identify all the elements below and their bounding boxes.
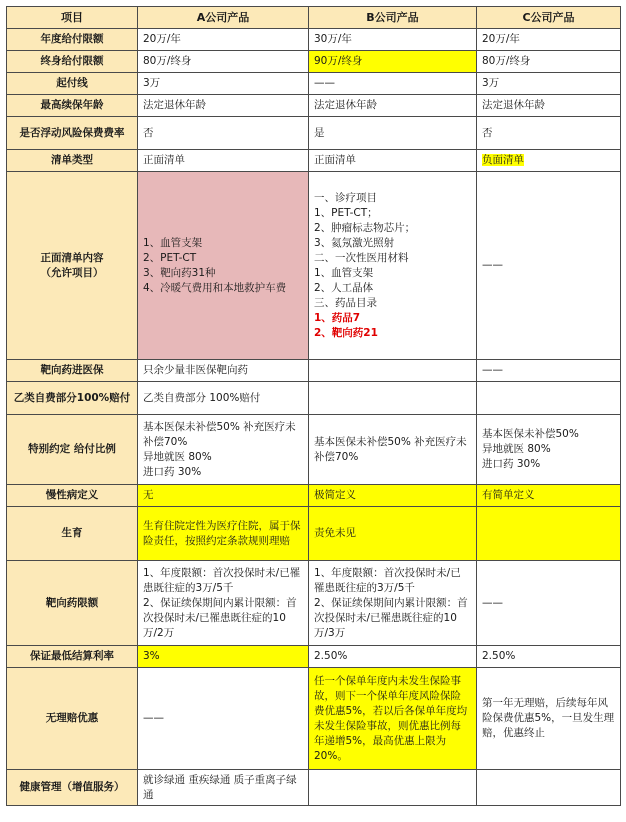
row-floating-premium (7, 117, 621, 150)
label-class-b-self-pay: 乙类自费部分100%赔付 (7, 382, 138, 415)
c-floating-premium: 否 (477, 117, 621, 150)
row-min-rate (7, 646, 621, 668)
b-positive-list-line: 3、氦氖激光照射 (314, 236, 395, 249)
label-no-claim: 无理赔优惠 (7, 668, 138, 770)
c-lifetime-limit: 80万/终身 (477, 51, 621, 73)
c-special-ratio (477, 415, 621, 485)
a-chronic-definition: 无 (138, 485, 309, 507)
c-min-rate: 2.50% (477, 646, 621, 668)
b-health-mgmt (309, 770, 477, 806)
label-list-type: 清单类型 (7, 150, 138, 172)
c-list-type (477, 150, 621, 172)
label-chronic-definition: 慢性病定义 (7, 485, 138, 507)
a-target-drug-limit-line: 2、保证续保期间内累计限额：首次投保时未/已罹患既往症的10万/2万 (143, 596, 297, 639)
b-positive-list-line: 二、一次性医用材料 (314, 251, 409, 264)
a-special-ratio-line: 进口药 30% (143, 465, 202, 478)
a-special-ratio-line: 异地就医 80% (143, 450, 212, 463)
label-max-renew-age: 最高续保年龄 (7, 95, 138, 117)
a-max-renew-age: 法定退休年龄 (138, 95, 309, 117)
b-target-drug-limit-line: 1、年度限额：首次投保时未/已罹患既往症的3万/5千 (314, 566, 461, 594)
b-positive-list-red-line: 1、药品7 (314, 311, 361, 324)
b-target-drug-limit (309, 561, 477, 646)
b-annual-limit: 30万/年 (309, 29, 477, 51)
c-class-b-self-pay (477, 382, 621, 415)
a-class-b-self-pay: 乙类自费部分 100%赔付 (138, 382, 309, 415)
row-chronic-definition (7, 485, 621, 507)
label-positive-list (7, 172, 138, 360)
b-lifetime-limit: 90万/终身 (309, 51, 477, 73)
row-deductible (7, 73, 621, 95)
label-target-drug-insurance: 靶向药进医保 (7, 360, 138, 382)
row-special-ratio (7, 415, 621, 485)
a-positive-list-line: 2、PET-CT (143, 251, 197, 264)
row-list-type (7, 150, 621, 172)
b-positive-list (309, 172, 477, 360)
label-positive-list-line2: （允许项目） (40, 266, 104, 279)
a-min-rate: 3% (138, 646, 309, 668)
label-annual-limit: 年度给付限额 (7, 29, 138, 51)
c-no-claim: 第一年无理赔，后续每年风险保费优惠5%，一旦发生理赔，优惠终止 (477, 668, 621, 770)
c-health-mgmt (477, 770, 621, 806)
label-special-ratio: 特别约定 给付比例 (7, 415, 138, 485)
header-company-a: A公司产品 (138, 7, 309, 29)
b-floating-premium: 是 (309, 117, 477, 150)
label-min-rate: 保证最低结算利率 (7, 646, 138, 668)
b-positive-list-red-line: 2、靶向药21 (314, 326, 378, 339)
a-positive-list-line: 4、冷暖气费用和本地救护车费 (143, 281, 287, 294)
label-target-drug-limit: 靶向药限额 (7, 561, 138, 646)
c-annual-limit: 20万/年 (477, 29, 621, 51)
label-childbirth: 生育 (7, 507, 138, 561)
label-deductible: 起付线 (7, 73, 138, 95)
c-special-ratio-line: 异地就医 80% (482, 443, 551, 455)
c-special-ratio-line: 进口药 30% (482, 458, 541, 470)
a-health-mgmt: 就诊绿通 重疾绿通 质子重离子绿通 (138, 770, 309, 806)
b-deductible: —— (309, 73, 477, 95)
a-annual-limit: 20万/年 (138, 29, 309, 51)
row-max-renew-age (7, 95, 621, 117)
row-target-drug-insurance (7, 360, 621, 382)
a-positive-list-line: 1、血管支架 (143, 236, 203, 249)
row-class-b-self-pay (7, 382, 621, 415)
header-row (7, 7, 621, 29)
b-positive-list-line: 2、人工晶体 (314, 281, 374, 294)
a-special-ratio-line: 基本医保未补偿50% 补充医疗未补偿70% (143, 420, 296, 448)
header-item: 项目 (7, 7, 138, 29)
b-min-rate: 2.50% (309, 646, 477, 668)
label-floating-premium: 是否浮动风险保费费率 (7, 117, 138, 150)
b-target-drug-insurance (309, 360, 477, 382)
row-positive-list (7, 172, 621, 360)
c-max-renew-age: 法定退休年龄 (477, 95, 621, 117)
b-positive-list-line: 三、药品目录 (314, 296, 377, 309)
row-health-mgmt (7, 770, 621, 806)
c-positive-list: —— (477, 172, 621, 360)
row-target-drug-limit (7, 561, 621, 646)
a-target-drug-limit-line: 1、年度限额：首次投保时未/已罹患既往症的3万/5千 (143, 566, 301, 594)
b-list-type: 正面清单 (309, 150, 477, 172)
label-lifetime-limit: 终身给付限额 (7, 51, 138, 73)
a-list-type: 正面清单 (138, 150, 309, 172)
row-childbirth (7, 507, 621, 561)
b-chronic-definition: 极简定义 (309, 485, 477, 507)
label-health-mgmt: 健康管理（增值服务） (7, 770, 138, 806)
c-target-drug-insurance: —— (477, 360, 621, 382)
b-positive-list-line: 一、诊疗项目 (314, 191, 377, 204)
b-no-claim: 任一个保单年度内未发生保险事故，则下一个保单年度风险保险费优惠5%，若以后各保单年度均未发生保险事故，则优惠比例每年递增5%，最高优惠上限为20%。 (309, 668, 477, 770)
b-special-ratio: 基本医保未补偿50% 补充医疗未补偿70% (309, 415, 477, 485)
c-deductible: 3万 (477, 73, 621, 95)
b-max-renew-age: 法定退休年龄 (309, 95, 477, 117)
row-no-claim (7, 668, 621, 770)
c-special-ratio-line: 基本医保未补偿50% (482, 428, 579, 440)
b-class-b-self-pay (309, 382, 477, 415)
c-list-type-highlight: 负面清单 (482, 154, 524, 166)
b-childbirth: 责免未见 (309, 507, 477, 561)
header-company-c: C公司产品 (477, 7, 621, 29)
comparison-table (6, 6, 621, 806)
a-target-drug-insurance: 只余少量非医保靶向药 (138, 360, 309, 382)
a-positive-list-line: 3、靶向药31种 (143, 266, 216, 279)
b-positive-list-line: 1、PET-CT； (314, 206, 378, 219)
a-no-claim: —— (138, 668, 309, 770)
header-company-b: B公司产品 (309, 7, 477, 29)
a-positive-list (138, 172, 309, 360)
a-lifetime-limit: 80万/终身 (138, 51, 309, 73)
label-positive-list-line1: 正面清单内容 (40, 251, 104, 264)
a-childbirth: 生育住院定性为医疗住院，属于保险责任，按照约定条款规则理赔 (138, 507, 309, 561)
row-annual-limit (7, 29, 621, 51)
c-childbirth (477, 507, 621, 561)
a-floating-premium: 否 (138, 117, 309, 150)
row-lifetime-limit (7, 51, 621, 73)
b-positive-list-line: 1、血管支架 (314, 266, 374, 279)
a-target-drug-limit (138, 561, 309, 646)
c-target-drug-limit: —— (477, 561, 621, 646)
a-deductible: 3万 (138, 73, 309, 95)
c-chronic-definition: 有简单定义 (477, 485, 621, 507)
a-special-ratio (138, 415, 309, 485)
b-target-drug-limit-line: 2、保证续保期间内累计限额：首次投保时未/已罹患既往症的10万/3万 (314, 596, 468, 639)
b-positive-list-line: 2、肿瘤标志物芯片； (314, 221, 416, 234)
